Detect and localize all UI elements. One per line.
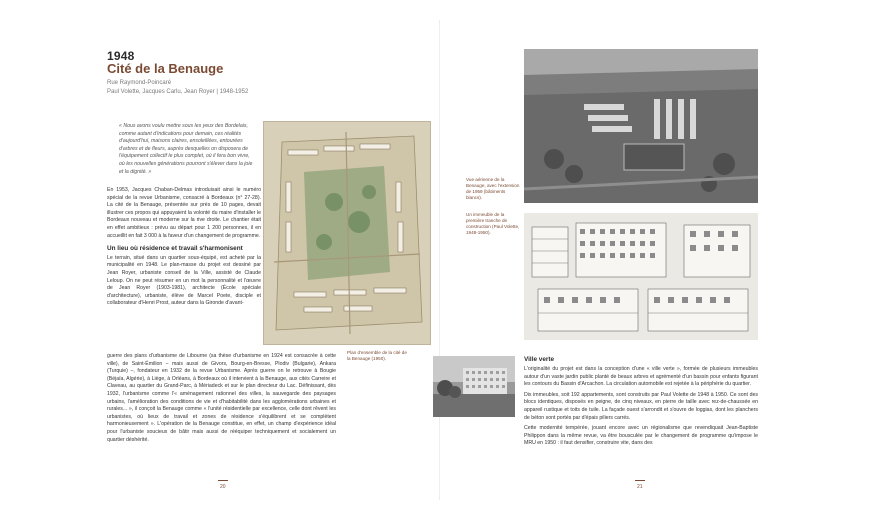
buildings-photo [433,356,515,417]
right-column [524,366,758,451]
aerial-caption: Vue aérienne de la Benauge, avec l'extension de 1959 (bâtiments blancs). [466,177,520,200]
page-number-left: 20 [220,484,226,490]
site-plan-caption: Plan d'ensemble de la cité de la Benauge (1950). [347,350,407,361]
folio-rule-left [218,480,228,481]
paragraph-terrain: Le terrain, situé dans un quartier sous-équipé, est acheté par la municipalité en 1948. Le plan-masse du projet est dessiné par Jean Royer, urbaniste conseil de la Ville, assisté de Claude Leloup. On ne peut résumer en un mot la personnalité et l'œuvre de Jean Royer (1903-1981), architecte (École spéciale d'architecture), urbaniste, élève de Marcel Poete, disciple et collaborateur d'Henri Prost, auteur dans la Gironde d'avant- [107,254,261,307]
elevation-drawing-svg [524,213,758,340]
site-plan-drawing [264,122,430,344]
intro-quote: « Nous avons voulu mettre sous les yeux des Bordelais, comme autant d'indications pour demain, ces réalités d'aujourd'hui, maisons claires, ensoleillées, entourées d'arbres et de fleurs, auprès desquelles on disposera de l'équipement collectif le plus complet, où il fera bon vivre, où les nouvelles générations pourront s'élever dans la joie et la dignité. » [119,123,253,175]
year-heading: 1948 [107,49,135,63]
site-plan-image [263,121,431,345]
address-line: Rue Raymond-Poincaré [107,80,172,86]
architects-line: Paul Volette, Jacques Carlu, Jean Royer | 1948-1952 [107,89,249,95]
folio-rule-right [635,480,645,481]
paragraph-royer: guerre des plans d'urbanisme de Libourne (sa thèse d'urbanisme en 1924 est consacrée à cette ville), de Saint-Émilion – mais aussi de Givors, Bourg-en-Bresse, Plodiv (Bulgarie), Ankara (Turquie) –, fondateur en 1932 de la revue Urbanisme. Après guerre on le retrouve à Bougie (Béjaïa, Algérie), à Liège, à Orléans, à Bordeaux où il intervient à la Benauge, aux cités Carreire et Claveau, au quartier du Grand-Parc, à Mériadeck et sur le plan directeur du Lac. Définissant, dès 1932, l'urbanisme comme l'« aménagement rationnel des villes, la sauvegarde des paysages urbains, l'amélioration des conditions de vie et d'habitabilité dans les agglomérations urbaines et rurales... », il conçoit la Benauge comme « l'unité résidentielle par excellence, celle dont rêvent les urbanistes, où lieux de travail et zones de résidence s'équilibrent et se complètent harmonieusement ». L'opération de la Benauge constitue, en effet, un champ d'expérience idéal pour l'urbaniste soucieux de bâtir mais aussi de rééquiper techniquement et socialement un quartier déshérité. [107,353,336,443]
elevation-drawing [524,213,758,340]
aerial-photo [524,49,758,203]
paragraph-immeubles: Dix immeubles, soit 192 appartements, sont construits par Paul Volette de 1948 à 1950. Ce sont des blocs identiques, disposés en peigne, de cinq niveaux, en pierre de taille avec rez-de-chaussée en appareil rustique et toits de tuile. La façade ouest s'arrondit et s'ouvre de loggias, dont les planchers de béton sont portés par d'épais piliers carrés. [524,391,758,421]
page-title: Cité de la Benauge [107,61,224,76]
section-heading-ville-verte: Ville verte [524,356,555,363]
paragraph-intro: En 1953, Jacques Chaban-Delmas introduisait ainsi le numéro spécial de la revue Urbanisme, consacré à Bordeaux (n° 27-28). La cité de la Benauge, présentée sur près de 10 pages, devait illustrer ces propos qui appuyaient la volonté du maire d'installer le Bordeaux nouveau et moderne sur la rive droite. Le chantier était en effet ambitieux : prévu au départ pour 1 200 personnes, il en accueillit en fait 3 000 à la faveur d'un changement de programme. [107,187,261,239]
aerial-photo-drawing [524,49,758,203]
page-gutter [439,20,440,500]
section-heading: Un lieu où résidence et travail s'harmonisent [107,245,243,253]
paragraph-originalite: L'originalité du projet est dans la conception d'une « ville verte », formée de plusieurs immeubles autour d'un vaste jardin public planté de beaux arbres et agrémenté d'un bassin pour enfants figurant les contours du Bassin d'Arcachon. La circulation automobile est rejetée à la périphérie du quartier. [524,366,758,388]
paragraph-modernite: Cette modernité tempérée, jouant encore avec un régionalisme que revendiquait Jean-Baptiste Philippon dans la même revue, va être bousculée par le changement de programme qu'impose le MRU en 1950 : il faut densifier, construire vite, dans des [524,425,758,447]
left-column [107,187,261,308]
buildings-photo-drawing [433,356,515,417]
elevation-caption: Un immeuble de la première tranche de construction (Paul Volette, 1948-1950). [466,212,520,235]
page-number-right: 21 [637,484,643,490]
